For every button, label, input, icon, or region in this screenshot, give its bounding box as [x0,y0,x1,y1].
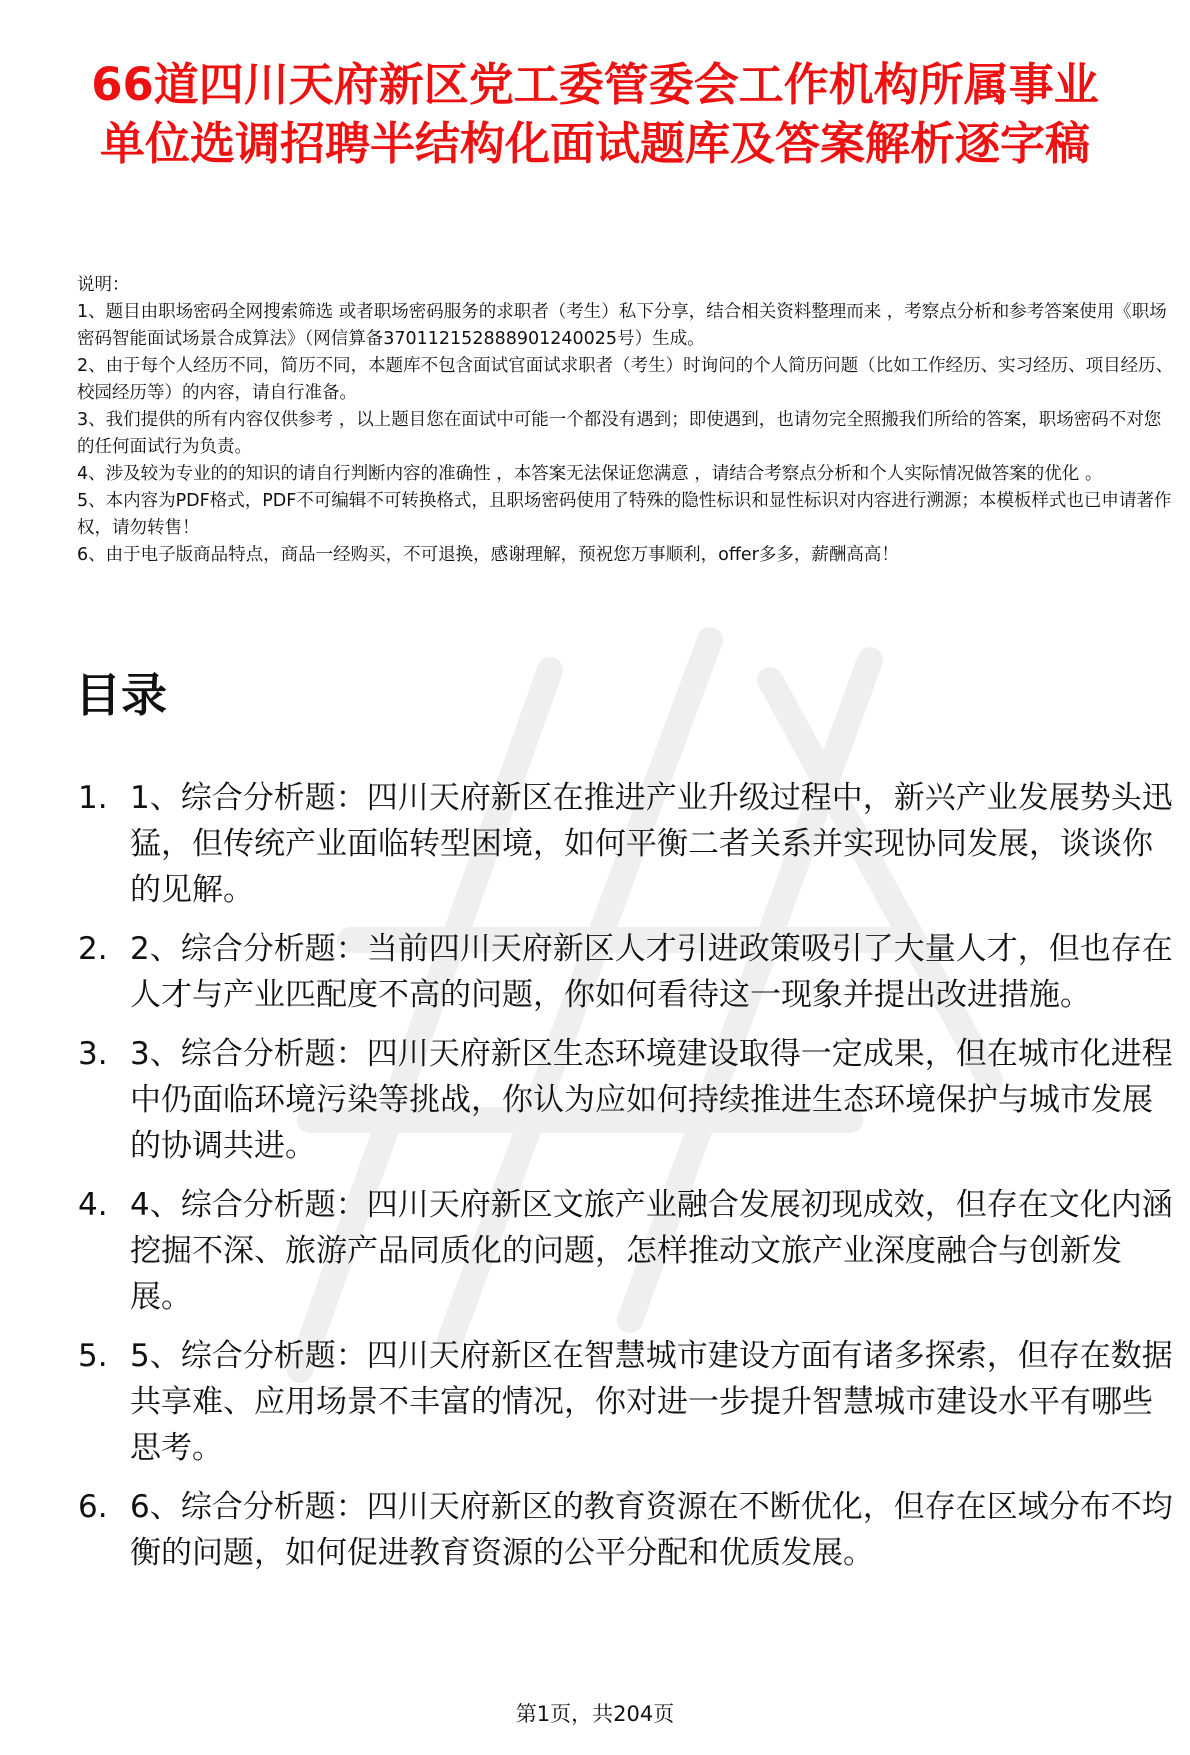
toc-item[interactable] [78,1484,1178,1576]
toc-item-number: 3. [78,1036,108,1072]
table-of-contents [78,775,1178,1589]
notes-heading: 说明： [77,275,130,295]
toc-item-text: 6、综合分析题：四川天府新区的教育资源在不断优化，但存在区域分布不均衡的问题，如何促进教育资源的公平分配和优质发展。 [130,1489,1173,1571]
note-item: 5、本内容为PDF格式，PDF不可编辑不可转换格式，且职场密码使用了特殊的隐性标识和显性标识对内容进行溯源；本模板样式也已申请著作权，请勿转售！ [77,491,1172,538]
toc-item-text: 1、综合分析题：四川天府新区在推进产业升级过程中，新兴产业发展势头迅猛，但传统产业面临转型困境，如何平衡二者关系并实现协同发展，谈谈你的见解。 [130,780,1173,908]
toc-item[interactable] [78,1182,1178,1320]
note-item: 1、题目由职场密码全网搜索筛选 或者职场密码服务的求职者（考生）私下分享，结合相关资料整理而来 ，考察点分析和参考答案使用《职场密码智能面试场景合成算法》（网信算备370112152888901240025号）生成。 [77,302,1167,349]
toc-heading: 目录 [75,668,167,722]
toc-item-number: 5. [78,1338,108,1374]
document-title: 66道四川天府新区党工委管委会工作机构所属事业单位选调招聘半结构化面试题库及答案解析逐字稿 [91,58,1099,170]
toc-item[interactable] [78,775,1178,913]
toc-item-number: 1. [78,780,108,816]
toc-item[interactable] [78,1031,1178,1169]
note-item: 4、涉及较为专业的的知识的请自行判断内容的准确性 ，本答案无法保证您满意 ，请结合考察点分析和个人实际情况做答案的优化 。 [77,464,1103,484]
page-footer: 第1页，共204页 [515,1702,675,1726]
toc-item-text: 3、综合分析题：四川天府新区生态环境建设取得一定成果，但在城市化进程中仍面临环境污染等挑战，你认为应如何持续推进生态环境保护与城市发展的协调共进。 [130,1036,1173,1164]
toc-item-number: 2. [78,931,108,967]
note-item: 3、我们提供的所有内容仅供参考 ，以上题目您在面试中可能一个都没有遇到；即使遇到，也请勿完全照搬我们所给的答案，职场密码不对您的任何面试行为负责。 [77,410,1162,457]
note-item: 6、由于电子版商品特点，商品一经购买，不可退换，感谢理解，预祝您万事顺利，offer多多，薪酬高高！ [77,545,899,565]
toc-item[interactable] [78,1333,1178,1471]
toc-item-text: 4、综合分析题：四川天府新区文旅产业融合发展初现成效，但存在文化内涵挖掘不深、旅游产品同质化的问题，怎样推动文旅产业深度融合与创新发展。 [130,1187,1173,1315]
toc-item-number: 6. [78,1489,108,1525]
notes-section [77,272,1177,569]
toc-item-text: 2、综合分析题：当前四川天府新区人才引进政策吸引了大量人才，但也存在人才与产业匹配度不高的问题，你如何看待这一现象并提出改进措施。 [130,931,1173,1013]
note-item: 2、由于每个人经历不同，简历不同，本题库不包含面试官面试求职者（考生）时询问的个人简历问题（比如工作经历、实习经历、项目经历、校园经历等）的内容，请自行准备。 [77,356,1174,403]
toc-item-text: 5、综合分析题：四川天府新区在智慧城市建设方面有诸多探索，但存在数据共享难、应用场景不丰富的情况，你对进一步提升智慧城市建设水平有哪些思考。 [130,1338,1173,1466]
toc-item[interactable] [78,926,1178,1018]
toc-item-number: 4. [78,1187,108,1223]
